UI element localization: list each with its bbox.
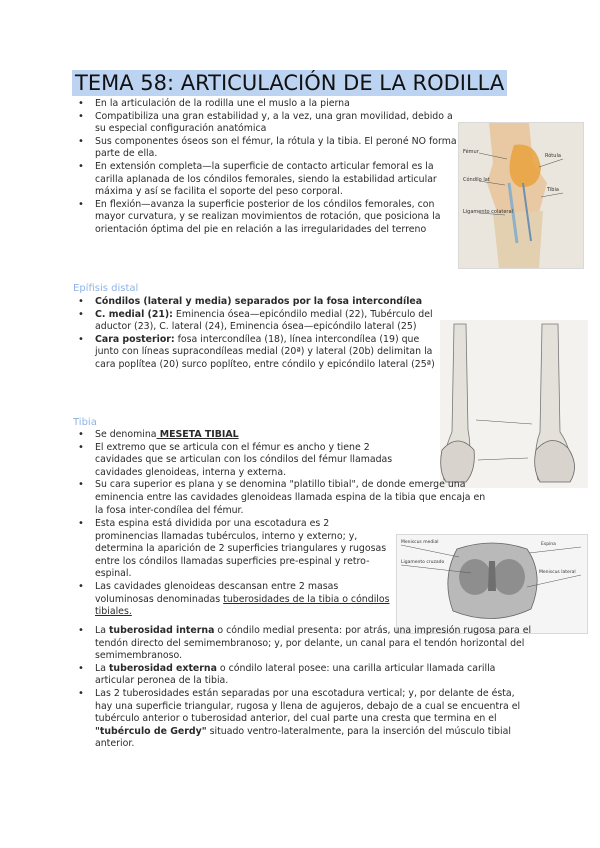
intro-list [73,98,458,237]
page-title: TEMA 58: ARTICULACIÓN DE LA RODILLA [72,70,507,96]
knee-label: Tibia [547,187,559,193]
knee-label: Fémur [463,149,479,155]
plateau-label: Ligamento cruzado [401,560,445,565]
list-item: • Se denomina MESETA TIBIAL [73,429,493,442]
list-item: • El extremo que se articula con el fémur es ancho y tiene 2 cavidades que se articulan con los cóndilos del fémur llamadas cavidades glenoideas, interna y externa. [73,442,413,480]
list-item: • En la articulación de la rodilla une el muslo a la pierna [73,98,458,111]
tibial-plateau-image [396,534,588,634]
knee-anatomy-image [458,122,584,269]
knee-label: Cóndilo lat [463,177,490,183]
section-heading-epifisis: Epífisis distal [73,283,139,294]
list-item: • La tuberosidad externa o cóndilo lateral posee: una carilla articular llamada carilla articular peronea de la tibia. [73,663,533,688]
tibia-list-top [73,429,493,517]
list-item: • Cóndilos (lateral y media) separados por la fosa intercondílea [73,296,445,309]
plateau-label: Meniscus lateral [539,570,576,575]
section-heading-tibia: Tibia [73,417,97,428]
knee-label: Ligamento colateral [463,209,513,215]
list-item: • Cara posterior: fosa intercondílea (18), línea intercondílea (19) que junto con líneas supracondíleas medial (20ª) y lateral (20b) delimitan la cara poplítea (20) surco poplíteo, entre cóndilo y epicóndilo lateral (25ª) [73,334,445,372]
epifisis-list [73,296,445,372]
list-item: • Sus componentes óseos son el fémur, la rótula y la tibia. El peroné NO forma parte de ella. [73,136,458,161]
list-item: • Las cavidades glenoideas descansan entre 2 masas voluminosas denominadas tuberosidades de la tibia o cóndilos tibiales. [73,581,393,619]
list-item: • C. medial (21): Eminencia ósea—epicóndilo medial (22), Tubérculo del aductor (23), C. lateral (24), Eminencia ósea—epicóndilo lateral (25) [73,309,445,334]
tibia-list-bottom [73,625,533,751]
knee-label: Rótula [545,153,561,159]
list-item: • La tuberosidad interna o cóndilo medial presenta: por atrás, una impresión rugosa para el tendón directo del semimembranoso; y, por delante, un canal para el tendón horizontal del semimembranoso. [73,625,533,663]
list-item: • Esta espina está dividida por una escotadura es 2 prominencias llamadas tubérculos, interno y externo; y, determina la aparición de 2 superficies triangulares y rugosas entre los cóndilos llamadas superficies pre-espinal y retro-espinal. [73,518,393,581]
list-item: • En flexión—avanza la superficie posterior de los cóndilos femorales, con mayor curvatura, y se realizan movimientos de rotación, que posiciona la orientación óptima del pie en relación a las irregularidades del terreno [73,199,458,237]
list-item: • En extensión completa—la superficie de contacto articular femoral es la carilla aplanada de los cóndilos femorales, siendo la estabilidad articular máxima y así se facilita el soporte del peso corporal. [73,161,458,199]
list-item: • Las 2 tuberosidades están separadas por una escotadura vertical; y, por delante de ésta, hay una superficie triangular, rugosa y llena de agujeros, debajo de a cual se encuentra el tubérculo anterior o tuberosidad anterior, del cual parte una cresta que termina en el "tubérculo de Gerdy" situado ventro-lateralmente, para la inserción del músculo tibial anterior. [73,688,533,751]
list-item: • Su cara superior es plana y se denomina "platillo tibial", de donde emerge una eminencia entre las cavidades glenoideas llamada espina de la tibia que encaja en la fosa inter-condílea del fémur. [73,479,493,517]
list-item: • Compatibiliza una gran estabilidad y, a la vez, una gran movilidad, debido a su especial configuración anatómica [73,111,458,136]
plateau-label: Meniscus medial [401,540,439,545]
plateau-label: Espina [541,542,556,547]
tibia-list-mid [73,518,393,619]
